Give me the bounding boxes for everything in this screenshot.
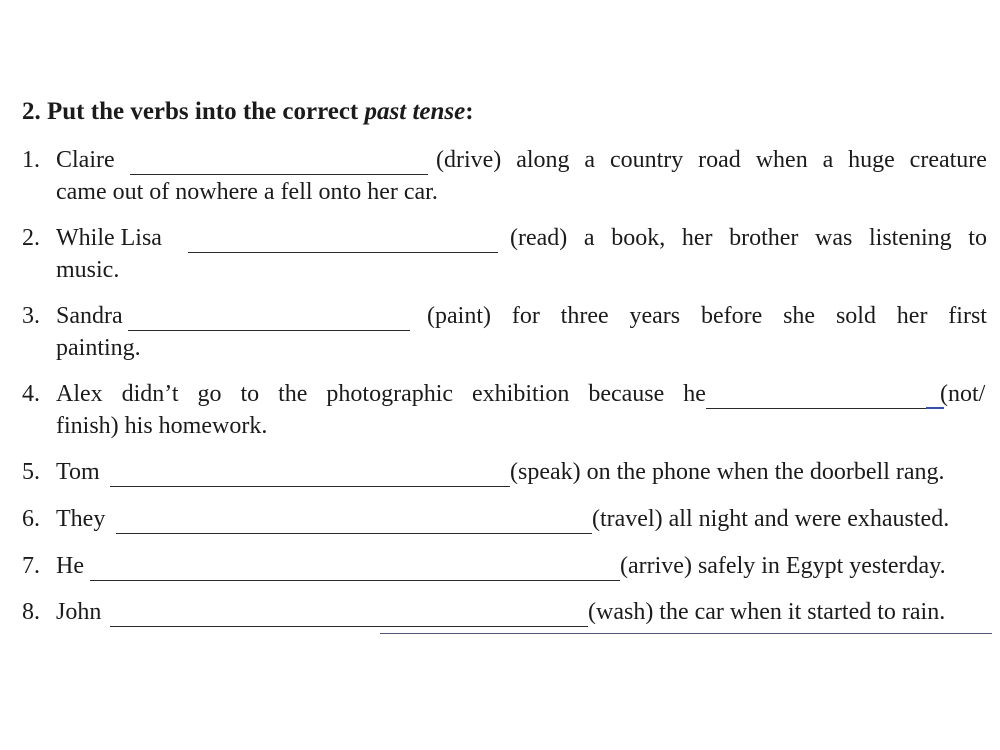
clue-word: along	[516, 147, 570, 173]
clue-word: listening	[868, 225, 952, 251]
clue-word: three	[560, 303, 609, 329]
sentence-word: didn’t	[121, 381, 179, 407]
answer-blank[interactable]	[130, 174, 428, 175]
sentence-word: exhibition	[472, 381, 570, 407]
answer-blank[interactable]	[90, 580, 620, 581]
clue-word: before	[700, 303, 763, 329]
item-subject: While Lisa	[56, 225, 162, 251]
item-clue: (speak) on the phone when the doorbell rang.	[510, 459, 945, 485]
answer-blank[interactable]	[188, 252, 498, 253]
clue-word: years	[629, 303, 681, 329]
sentence-word: the	[278, 381, 308, 407]
clue-word: road	[698, 147, 741, 173]
answer-blank[interactable]	[128, 330, 410, 331]
item-clue-line	[427, 301, 987, 331]
answer-blank[interactable]	[116, 533, 592, 534]
heading-italic: past tense	[364, 98, 466, 125]
sentence-word: photographic	[326, 381, 454, 407]
clue-word: a	[583, 225, 595, 251]
item-subject: John	[56, 599, 102, 625]
item-clue-line	[510, 223, 987, 253]
item-subject: He	[56, 553, 84, 579]
clue-word: creature	[909, 147, 987, 173]
heading-number: 2.	[22, 98, 41, 125]
sentence-word: Alex	[56, 381, 103, 407]
clue-word: country	[609, 147, 684, 173]
item-number: 6.	[22, 506, 40, 532]
item-subject: Tom	[56, 459, 100, 485]
item-number: 8.	[22, 599, 40, 625]
clue-word: (read)	[510, 225, 568, 251]
sentence-word: go	[197, 381, 222, 407]
item-clue: (wash) the car when it started to rain.	[588, 599, 946, 625]
clue-word: a	[822, 147, 834, 173]
item-sentence-line	[56, 379, 706, 409]
item-number: 7.	[22, 553, 40, 579]
clue-word: a	[584, 147, 596, 173]
clue-word: for	[511, 303, 540, 329]
clue-word: sold	[835, 303, 876, 329]
clue-word: when	[755, 147, 808, 173]
item-continuation: came out of nowhere a fell onto her car.	[56, 179, 438, 205]
item-continuation: finish) his homework.	[56, 413, 268, 439]
clue-word: book,	[611, 225, 666, 251]
sentence-word: because	[588, 381, 665, 407]
item-number: 5.	[22, 459, 40, 485]
item-number: 1.	[22, 147, 40, 173]
page-edge-rule	[380, 633, 992, 634]
item-continuation: music.	[56, 257, 120, 283]
clue-word: to	[968, 225, 987, 251]
item-clue: (not/	[940, 381, 986, 407]
sentence-word: to	[240, 381, 260, 407]
clue-word: first	[948, 303, 987, 329]
clue-word: brother	[729, 225, 799, 251]
item-clue-line	[436, 145, 987, 175]
heading-text: Put the verbs into the correct	[47, 98, 359, 125]
item-number: 4.	[22, 381, 40, 407]
clue-word: huge	[848, 147, 895, 173]
item-continuation: painting.	[56, 335, 141, 361]
item-clue: (travel) all night and were exhausted.	[592, 506, 950, 532]
clue-word: (drive)	[436, 147, 502, 173]
item-number: 2.	[22, 225, 40, 251]
exercise-heading	[22, 98, 474, 126]
item-subject: They	[56, 506, 106, 532]
clue-word: her	[896, 303, 928, 329]
item-clue: (arrive) safely in Egypt yesterday.	[620, 553, 946, 579]
heading-colon: :	[465, 98, 474, 125]
answer-blank[interactable]	[110, 486, 510, 487]
sentence-word: he	[683, 381, 706, 407]
clue-word: was	[815, 225, 853, 251]
clue-word: her	[681, 225, 713, 251]
clue-word: she	[783, 303, 816, 329]
item-subject: Claire	[56, 147, 115, 173]
item-subject: Sandra	[56, 303, 123, 329]
answer-blank[interactable]	[706, 408, 938, 409]
item-number: 3.	[22, 303, 40, 329]
answer-blank[interactable]	[110, 626, 588, 627]
clue-word: (paint)	[427, 303, 491, 329]
